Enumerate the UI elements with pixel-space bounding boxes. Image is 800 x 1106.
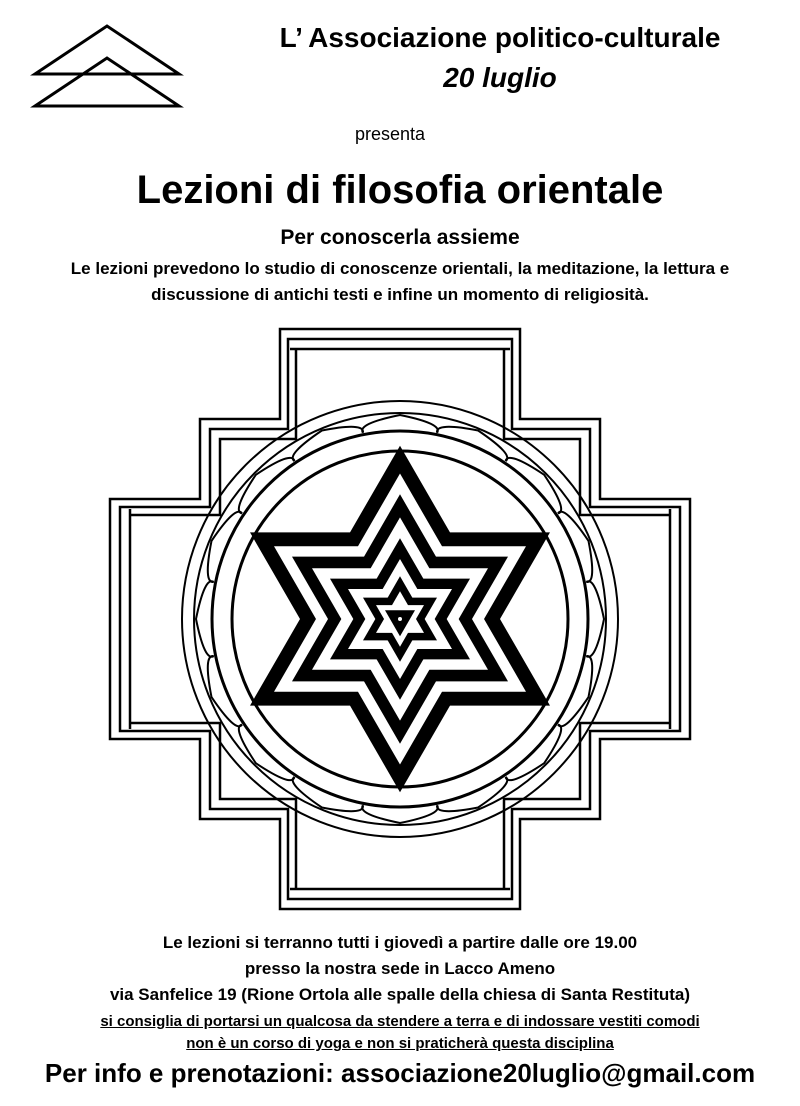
organization-name: L’ Associazione politico-culturale: [279, 22, 721, 53]
note-line: non è un corso di yoga e non si praticherà questa disciplina: [186, 1035, 614, 1052]
contact-email: Per info e prenotazioni: associazione20luglio@gmail.com: [44, 1058, 756, 1088]
presenta-label: presenta: [354, 124, 426, 144]
notes: [0, 1011, 800, 1055]
description: [0, 256, 800, 308]
organization-date: 20 luglio: [443, 62, 557, 93]
description-line: discussione di antichi testi e infine un momento di religiosità.: [151, 285, 649, 304]
triangles-logo-icon: [30, 22, 190, 117]
note-line: si consiglia di portarsi un qualcosa da stendere a terra e di indossare vestiti comodi: [100, 1013, 700, 1030]
sri-yantra-icon: [104, 323, 696, 920]
address-line: via Sanfelice 19 (Rione Ortola alle spalle della chiesa di Santa Restituta): [109, 985, 691, 1004]
location-line: presso la nostra sede in Lacco Ameno: [244, 959, 556, 978]
schedule-info: [0, 930, 800, 1008]
description-line: Le lezioni prevedono lo studio di conoscenze orientali, la meditazione, la lettura e: [70, 259, 730, 278]
page-subtitle: Per conoscerla assieme: [280, 226, 520, 249]
page-title: Lezioni di filosofia orientale: [136, 168, 664, 212]
schedule-line: Le lezioni si terranno tutti i giovedì a partire dalle ore 19.00: [162, 933, 638, 952]
